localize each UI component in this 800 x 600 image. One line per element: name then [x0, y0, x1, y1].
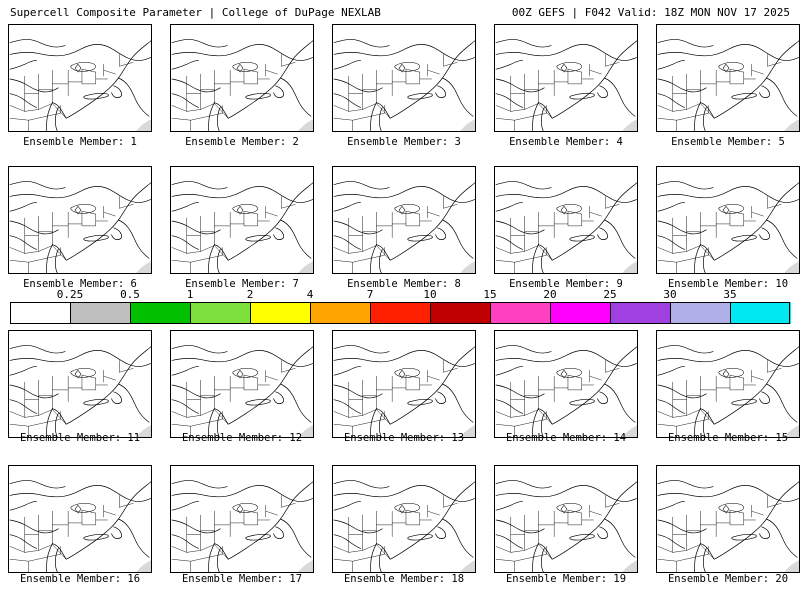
map-panel-20[interactable] [656, 465, 800, 573]
map-panel-9[interactable] [494, 166, 638, 274]
panel-label-13: Ensemble Member: 13 [343, 432, 465, 444]
panel-label-4: Ensemble Member: 4 [509, 136, 623, 148]
panel-label-11: Ensemble Member: 11 [19, 432, 141, 444]
panel-label-8: Ensemble Member: 8 [347, 278, 461, 290]
header-title: Supercell Composite Parameter | College of DuPage NEXLAB [10, 6, 381, 19]
map-panel-18[interactable] [332, 465, 476, 573]
colorbar-segment-4 [250, 302, 311, 324]
map-panel-5[interactable] [656, 24, 800, 132]
map-panel-19[interactable] [494, 465, 638, 573]
colorbar-tick-7 [430, 302, 431, 324]
header [0, 6, 800, 22]
colorbar-segment-6 [370, 302, 431, 324]
map-panel-6[interactable] [8, 166, 152, 274]
map-panel-17[interactable] [170, 465, 314, 573]
map-graphic [171, 167, 313, 273]
map-graphic [495, 167, 637, 273]
colorbar-tick-label-4: 4 [306, 288, 314, 301]
colorbar-tick-11 [670, 302, 671, 324]
map-graphic [495, 331, 637, 437]
map-graphic [9, 331, 151, 437]
map-graphic [495, 25, 637, 131]
panel-label-9: Ensemble Member: 9 [509, 278, 623, 290]
map-panel-12[interactable] [170, 330, 314, 438]
map-graphic [657, 331, 799, 437]
colorbar-segment-0 [10, 302, 71, 324]
map-graphic [333, 331, 475, 437]
colorbar-tick-12 [730, 302, 731, 324]
map-panel-1[interactable] [8, 24, 152, 132]
colorbar-tick-label-10: 30 [663, 288, 677, 301]
colorbar-segment-3 [190, 302, 251, 324]
colorbar-tick-label-7: 15 [483, 288, 497, 301]
map-graphic [333, 466, 475, 572]
colorbar-segment-1 [70, 302, 131, 324]
map-panel-14[interactable] [494, 330, 638, 438]
colorbar-tick-4 [250, 302, 251, 324]
map-graphic [9, 25, 151, 131]
panel-label-12: Ensemble Member: 12 [181, 432, 303, 444]
map-graphic [657, 466, 799, 572]
panel-label-15: Ensemble Member: 15 [667, 432, 789, 444]
panel-label-18: Ensemble Member: 18 [343, 573, 465, 585]
colorbar-tick-label-5: 7 [366, 288, 374, 301]
panel-label-3: Ensemble Member: 3 [347, 136, 461, 148]
map-panel-13[interactable] [332, 330, 476, 438]
colorbar-tick-label-9: 25 [603, 288, 617, 301]
colorbar-labels [10, 288, 790, 302]
map-graphic [171, 331, 313, 437]
map-panel-8[interactable] [332, 166, 476, 274]
panel-label-16: Ensemble Member: 16 [19, 573, 141, 585]
panel-label-19: Ensemble Member: 19 [505, 573, 627, 585]
colorbar-tick-label-6: 10 [423, 288, 437, 301]
map-panel-10[interactable] [656, 166, 800, 274]
colorbar-tick-label-0: 0.25 [56, 288, 84, 301]
map-panel-7[interactable] [170, 166, 314, 274]
colorbar-segment-12 [730, 302, 791, 324]
header-model-info: 00Z GEFS | F042 Valid: 18Z MON NOV 17 2025 [511, 6, 790, 19]
panel-label-6: Ensemble Member: 6 [23, 278, 137, 290]
colorbar-segment-11 [670, 302, 731, 324]
map-panel-2[interactable] [170, 24, 314, 132]
panel-label-20: Ensemble Member: 20 [667, 573, 789, 585]
map-graphic [333, 167, 475, 273]
panel-label-5: Ensemble Member: 5 [671, 136, 785, 148]
map-graphic [333, 25, 475, 131]
panel-label-14: Ensemble Member: 14 [505, 432, 627, 444]
colorbar-segment-10 [610, 302, 671, 324]
map-graphic [9, 167, 151, 273]
colorbar-tick-5 [310, 302, 311, 324]
panel-label-17: Ensemble Member: 17 [181, 573, 303, 585]
map-panel-16[interactable] [8, 465, 152, 573]
map-panel-11[interactable] [8, 330, 152, 438]
colorbar-segment-9 [550, 302, 611, 324]
colorbar-tick-label-1: 0.5 [120, 288, 140, 301]
colorbar-tick-1 [70, 302, 71, 324]
map-panel-4[interactable] [494, 24, 638, 132]
map-graphic [495, 466, 637, 572]
colorbar-tick-9 [550, 302, 551, 324]
colorbar [10, 302, 790, 324]
map-panel-3[interactable] [332, 24, 476, 132]
colorbar-segment-2 [130, 302, 191, 324]
colorbar-tick-label-8: 20 [543, 288, 557, 301]
colorbar-segment-7 [430, 302, 491, 324]
colorbar-segment-5 [310, 302, 371, 324]
colorbar-tick-8 [490, 302, 491, 324]
colorbar-tick-label-2: 1 [186, 288, 194, 301]
map-graphic [9, 466, 151, 572]
panel-label-1: Ensemble Member: 1 [23, 136, 137, 148]
colorbar-tick-6 [370, 302, 371, 324]
panel-label-10: Ensemble Member: 10 [667, 278, 789, 290]
colorbar-tick-3 [190, 302, 191, 324]
map-graphic [657, 25, 799, 131]
panel-label-2: Ensemble Member: 2 [185, 136, 299, 148]
map-panel-15[interactable] [656, 330, 800, 438]
map-graphic [171, 466, 313, 572]
colorbar-tick-10 [610, 302, 611, 324]
panel-label-7: Ensemble Member: 7 [185, 278, 299, 290]
colorbar-tick-2 [130, 302, 131, 324]
colorbar-tick-label-11: 35 [723, 288, 737, 301]
map-graphic [657, 167, 799, 273]
map-graphic [171, 25, 313, 131]
colorbar-segment-8 [490, 302, 551, 324]
colorbar-tick-label-3: 2 [246, 288, 254, 301]
